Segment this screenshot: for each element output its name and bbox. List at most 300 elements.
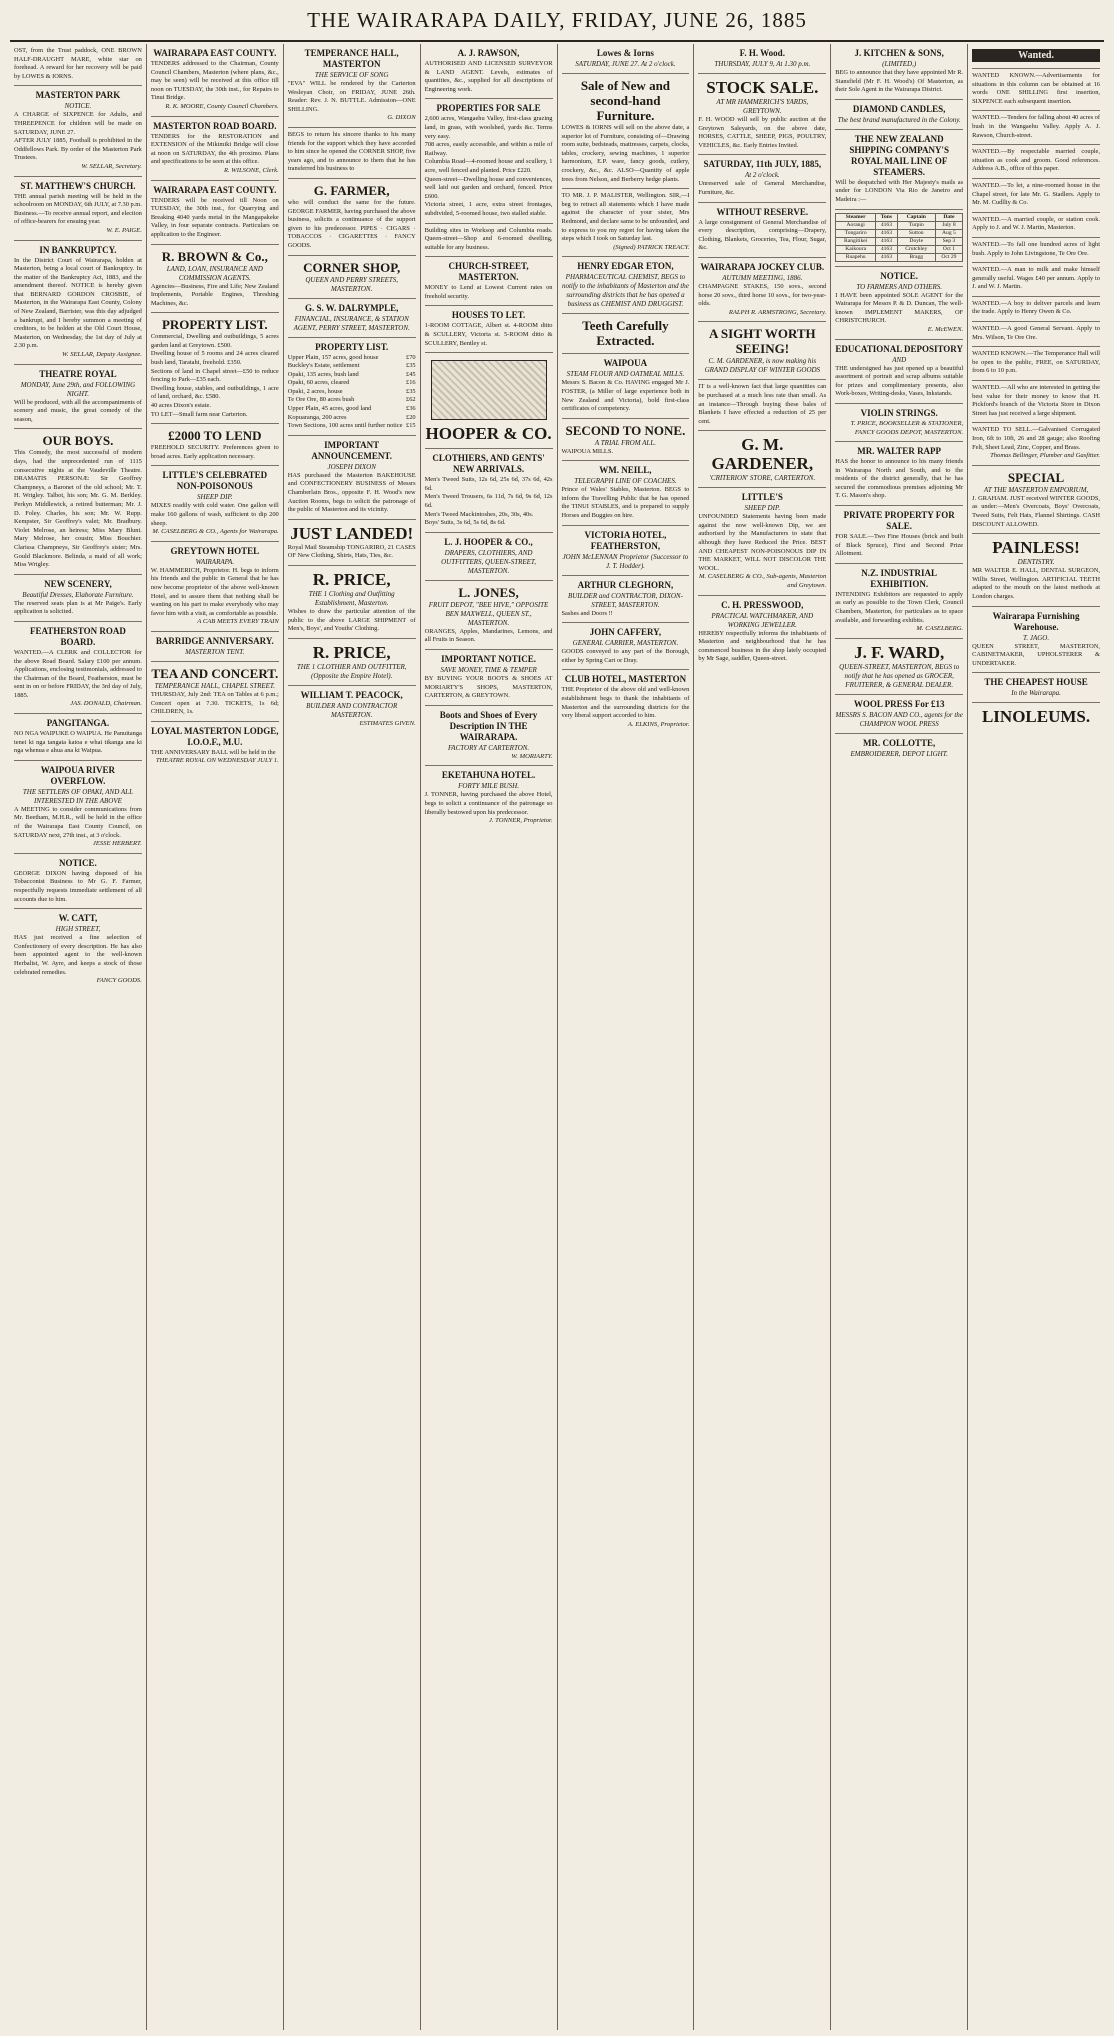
advertisement bbox=[425, 306, 553, 353]
ad-body-text: WANTED.—All who are interested in getting the best value for their money to know that H. Pickford's branch of the Victoria Store in Dixon Street has just received a large shipment. bbox=[972, 384, 1100, 417]
ad-subheading: TEMPERANCE HALL, CHAPEL STREET. bbox=[154, 681, 276, 690]
advertisement bbox=[698, 488, 826, 595]
ad-signature: A CAB MEETS EVERY TRAIN bbox=[197, 618, 279, 626]
advertisement bbox=[14, 241, 142, 365]
ad-body-text: INTENDING Exhibitors are requested to apply as early as possible to the Town Clerk, Council Chambers, Masterton, for particulars as to space available, and forwarding exhibits. bbox=[835, 590, 964, 624]
table-cell: 4163 bbox=[876, 229, 898, 237]
column-8 bbox=[968, 44, 1104, 2030]
ad-subheading: In the Wairarapa. bbox=[1011, 689, 1061, 698]
advertisement bbox=[562, 354, 690, 418]
ad-subheading: SHEEP DIP. bbox=[197, 493, 233, 502]
ad-heading: HOOPER & CO. bbox=[425, 424, 552, 444]
property-description: Opaki, 135 acres, bush land bbox=[287, 370, 359, 378]
ad-heading: ST. MATTHEW'S CHURCH. bbox=[20, 180, 136, 191]
ad-heading: EDUCATIONAL DEPOSITORY bbox=[835, 343, 963, 354]
ad-signature: M. CASELBERG. bbox=[916, 625, 964, 633]
ad-signature: M. CASELBERG & CO., Sub-agents, Masterton and Greytown. bbox=[698, 573, 827, 590]
ad-heading: J. KITCHEN & SONS, bbox=[854, 48, 944, 58]
property-description: Te Ore Ore, 80 acres bush bbox=[287, 396, 355, 404]
ad-subheading: C. M. GARDENER, is now making his GRAND DISPLAY OF WINTER GOODS bbox=[704, 357, 821, 375]
property-price: £36 bbox=[406, 405, 416, 413]
advertisement bbox=[14, 909, 142, 990]
ad-heading: Sale of New and second-hand Furniture. bbox=[580, 78, 671, 123]
ad-body-text: TENDERS will be received till Noon on TUESDAY, the 30th inst., for Quarrying and Breaking 4040 yards metal in the Mangapakeke Valley, in four separate contracts. Particulars on application to the Engineer. bbox=[150, 196, 279, 238]
ad-heading: Teeth Carefully Extracted. bbox=[582, 318, 669, 349]
ad-heading: WOOL PRESS For £13 bbox=[853, 698, 945, 709]
ad-heading: WAIRARAPA EAST COUNTY. bbox=[153, 48, 277, 58]
ad-heading: L. JONES, bbox=[458, 584, 519, 600]
table-cell: July 8 bbox=[935, 221, 962, 229]
advertisement bbox=[425, 766, 553, 829]
ad-body-text: IT is a well-known fact that large quantities can be purchased at a much less rate than small. As an instance—Through buying these bales of Blankets I have effected a reduction of 25 per cent. bbox=[698, 383, 827, 425]
advertisement bbox=[972, 297, 1100, 322]
ad-heading: G. M. GARDENER, bbox=[711, 435, 814, 474]
column-grid bbox=[10, 44, 1104, 2030]
ad-body-text: Dwelling house of 5 rooms and 24 acres cleared bush land, Taratahi, freehold. £350. bbox=[150, 350, 279, 367]
advertisement bbox=[972, 534, 1100, 606]
ad-body-text: HAS the honor to announce to his many friends in Wairarapa North and South, and to the residents of the district generally, that he has secured the commodious premises adjoining Mr T. G. Mason's shop. bbox=[835, 458, 964, 500]
advertisement bbox=[425, 706, 553, 767]
ad-subheading: DRAPERS, CLOTHIERS, AND OUTFITTERS, QUEEN-STREET, MASTERTON. bbox=[441, 548, 537, 575]
ad-body-text: HAS just received a fine selection of Confectionery of every description. He has also been appointed agent to the well-known Herbalist, W. Ayre, and keeps a stock of those celebrated remedies. bbox=[14, 934, 142, 976]
ad-heading: NEW SCENERY, bbox=[44, 578, 112, 589]
ad-subheading: The best brand manufactured in the Colony. bbox=[837, 115, 961, 124]
table-cell: Aorangi bbox=[836, 221, 876, 229]
ad-heading: WAIRARAPA JOCKEY CLUB. bbox=[700, 261, 825, 272]
property-list-row bbox=[288, 379, 416, 388]
ad-heading: LOYAL MASTERTON LODGE, I.O.O.F., M.U. bbox=[151, 725, 279, 747]
ad-body-text: Messrs S. Bacon & Co. HAVING engaged Mr J. FOSTER, (a Miller of large experience both in New Zealand and Victoria), bold first-class certificates of competency. bbox=[561, 379, 690, 413]
ad-heading: PROPERTY LIST. bbox=[315, 341, 389, 352]
ad-heading: FEATHERSTON ROAD BOARD. bbox=[29, 625, 126, 647]
property-description: Opaki, 2 acres, house bbox=[287, 387, 343, 395]
property-list-row bbox=[288, 362, 416, 371]
ad-heading: F. H. Wood. bbox=[739, 48, 785, 58]
ad-body-text: 2,600 acres, Wangaehu Valley, first-class grazing land, in grass, with woolshed, yards &c. Terms very easy. bbox=[424, 115, 553, 140]
ad-body-text: THE annual parish meeting will be held in the schoolroom on MONDAY, 6th JULY, at 7.30 p.m. Business.—To receive annual report, and election of office-bearers for ensuing year. bbox=[14, 192, 142, 226]
ad-body-text: GEORGE DIXON having disposed of his Tobacconist Business to Mr G. F. Farmer, respectfully requests immediate settlement of all accounts due to him. bbox=[14, 869, 142, 903]
ad-heading: CLUB HOTEL, MASTERTON bbox=[564, 674, 687, 685]
ad-heading: STOCK SALE. bbox=[706, 78, 819, 97]
advertisement bbox=[425, 650, 553, 706]
ad-heading: WM. NEILL, bbox=[599, 465, 652, 476]
ad-subheading: T. JAGO. bbox=[1023, 633, 1050, 642]
ad-body-text: Victoria street, 1 acre, extra street frontages, subdivided, 5-roomed house, two stalled stable. bbox=[424, 201, 553, 217]
steamer-schedule-table bbox=[835, 213, 963, 262]
ad-signature: E. McEWEN. bbox=[927, 325, 964, 333]
ad-body-text: HAS purchased the Masterton BAKEHOUSE and CONFECTIONERY BUSINESS of Messrs Chamberlain Bros., opposite F. H. Wood's new Auction Rooms, begs to solicit the patronage of the public of Masterton and its vicinity. bbox=[287, 471, 416, 514]
ad-heading: PRIVATE PROPERTY FOR SALE. bbox=[843, 510, 955, 532]
ad-heading: MASTERTON ROAD BOARD. bbox=[153, 120, 277, 131]
ad-heading: CLOTHIERS, AND GENTS' NEW ARRIVALS. bbox=[432, 453, 545, 475]
ad-heading: PAINLESS! bbox=[992, 538, 1080, 558]
ad-body-text: 40 acres Dixon's estate. bbox=[150, 402, 211, 410]
table-cell: 4163 bbox=[876, 245, 898, 253]
ad-heading: PROPERTY LIST. bbox=[161, 317, 268, 333]
advertisement bbox=[425, 44, 553, 99]
advertisement bbox=[425, 581, 553, 650]
ad-subheading: JOHN McLENNAN Proprietor (Successor to J. T. Hodder). bbox=[562, 552, 689, 570]
ad-body-text: LOWES & IORNS will sell on the above date, a superior lot of Furniture, consisting of—Drawing room suite, bedsteads, mattresses, carpets, clocks, tables, crockery, sewing machines, 1 superior harmonium, E.P. ware, fancy goods, cutlery, crockery, &c., &c. ALSO—Quantity of apple trees from Nelson, and Berberry hedge plants. bbox=[561, 124, 690, 183]
ad-body-text: The reserved seats plan is at Mr Paige's. Early application is solicited. bbox=[14, 599, 142, 616]
ad-heading: TEA AND CONCERT. bbox=[151, 665, 279, 681]
ad-body-text: NO NGA WAIPUKE O WAIPUA. He Panuitanga tenei ki nga tangata katoa e whai tikanga ana ki nga whenua e ahua ana ki Waipua. bbox=[14, 730, 142, 755]
ad-body-text: BEG to announce that they have appointed Mr R. Stansfield (Mr F. H. Wood's) Of Masterton, as their Sole Agent in the Wairarapa District. bbox=[835, 69, 964, 94]
ad-body-text: THURSDAY, July 2nd: TEA on Tables at 6 p.m.; Concert open at 7.30. TICKETS, 1s 6d; CHILDREN, 1s. bbox=[150, 690, 279, 716]
advertisement bbox=[835, 130, 963, 210]
ad-body-text: J. GRAHAM. JUST received WINTER GOODS, as under:—Men's Overcoats, Boys' Overcoats, Tweed Suits, Felt Hats, Flannel Shirtings. CASH DISCOUNT ALLOWED. bbox=[972, 494, 1100, 528]
advertisement bbox=[151, 542, 279, 632]
advertisement bbox=[698, 380, 826, 431]
property-description: Opaki, 60 acres, cleared bbox=[287, 379, 350, 387]
property-list-row bbox=[288, 396, 416, 405]
table-header: Steamer bbox=[836, 213, 876, 221]
table-cell: Crutchley bbox=[897, 245, 935, 253]
ad-subheading: TO FARMERS AND OTHERS. bbox=[856, 282, 942, 291]
section-heading: Wanted. bbox=[972, 49, 1100, 62]
table-cell: Ruapehu bbox=[836, 253, 876, 261]
ad-signature: W. E. PAIGE. bbox=[106, 226, 142, 234]
ad-body-text: BY BUYING YOUR BOOTS & SHOES AT MORIARTY'S SHOPS, MASTERTON, CARTERTON, & GREYTOWN. bbox=[424, 675, 553, 700]
advertisement bbox=[972, 347, 1100, 381]
ad-heading: IMPORTANT NOTICE. bbox=[441, 654, 536, 664]
advertisement bbox=[835, 695, 963, 734]
advertisement bbox=[288, 44, 416, 128]
ad-body-text: THE undersigned has just opened up a beautiful assortment of portrait and scrap albums suitable for prizes and complimentary presents, also Work-boxes, Writing-desks, Vases, Inkstands. bbox=[835, 364, 964, 398]
advertisement bbox=[835, 404, 963, 442]
ad-body-text: WAIPOUA MILLS. bbox=[561, 447, 613, 455]
ad-body-text: AFTER JULY 1885, Football is prohibited in the Oddfellows Park. By order of the Masterton Park Trustees. bbox=[14, 137, 142, 162]
advertisement bbox=[972, 179, 1100, 213]
ad-heading: PANGITANGA. bbox=[46, 718, 110, 729]
ad-subheading: QUEEN-STREET, MASTERTON, BEGS to notify that he has opened as GROCER, FRUITERER, & GENERAL DEALER. bbox=[839, 662, 960, 689]
ad-heading: N.Z. INDUSTRIAL EXHIBITION. bbox=[861, 567, 938, 589]
ad-heading: A SIGHT WORTH SEEING! bbox=[708, 326, 816, 357]
table-cell: Bragg bbox=[897, 253, 935, 261]
advertisement bbox=[288, 436, 416, 520]
advertisement bbox=[562, 419, 690, 462]
advertisement bbox=[972, 238, 1100, 263]
ad-subheading: FORTY MILE BUSH. bbox=[458, 782, 519, 791]
ad-body-text: Men's Tweed Mackintoshes, 20s, 30s, 40s. bbox=[424, 510, 534, 518]
ad-heading: THE CHEAPEST HOUSE bbox=[984, 677, 1088, 688]
ad-heading: WAIPOUA bbox=[603, 358, 648, 369]
advertisement bbox=[288, 299, 416, 338]
advertisement bbox=[14, 177, 142, 241]
ad-signature: THEATRE ROYAL ON WEDNESDAY JULY 1. bbox=[155, 757, 279, 765]
ad-body-text: MIXES readily with cold water. One gallon will make 160 gallons of wash, sufficient to dip 200 sheep. bbox=[150, 502, 279, 527]
ad-subheading: MONDAY, June 29th, and FOLLOWING NIGHT. bbox=[20, 380, 136, 398]
ad-body-text: WANTED.—A good General Servant. Apply to Mrs. Wilson, Te Ore Ore. bbox=[972, 325, 1100, 341]
ad-heading: C. H. PRESSWOOD, bbox=[721, 599, 804, 610]
table-cell: Doyle bbox=[897, 237, 935, 245]
advertisement bbox=[698, 258, 826, 322]
advertisement bbox=[698, 596, 826, 668]
property-price: £45 bbox=[406, 370, 416, 378]
ad-subheading: SAVE MONEY, TIME & TEMPER bbox=[440, 666, 537, 674]
ad-body-text: TENDERS addressed to the Chairman, County Council Chambers, Masterton (where plans, &c., may be seen) will be received at this office till noon on TUESDAY, the 30th inst., for Repairs to Tinui Bridge. bbox=[150, 60, 279, 102]
property-price: £62 bbox=[406, 396, 416, 404]
advertisement bbox=[835, 734, 963, 763]
ad-heading: WAIPOUA RIVER OVERFLOW. bbox=[40, 764, 116, 786]
ad-body-text: A CHARGE of SIXPENCE for Adults, and THREEPENCE for children will be made on SATURDAY, JUNE 27. bbox=[14, 111, 142, 136]
property-description: Kopuaranga, 200 acres bbox=[287, 413, 347, 421]
property-list-row bbox=[288, 388, 416, 397]
ad-subheading: Beautiful Dresses, Elaborate Furniture. bbox=[22, 590, 134, 599]
ad-heading: BARRIDGE ANNIVERSARY. bbox=[155, 635, 274, 646]
ad-subheading: AND bbox=[892, 355, 907, 364]
ad-heading: G. S. W. DALRYMPLE, bbox=[304, 302, 399, 313]
ad-subheading: A TRIAL FROM ALL. bbox=[594, 438, 656, 447]
ad-heading: A. J. RAWSON, bbox=[457, 48, 520, 58]
ad-subheading: LAND, LOAN, INSURANCE AND COMMISSION AGENTS. bbox=[166, 264, 263, 282]
advertisement bbox=[835, 442, 963, 506]
ad-body-text: THE Proprietor of the above old and well-known establishment begs to thank the inhabitants of Masterton and the surrounding districts for the very liberal support accorded to him. bbox=[561, 686, 690, 720]
property-price: £35 bbox=[406, 362, 416, 370]
advertisement bbox=[562, 74, 690, 189]
table-cell: 4163 bbox=[876, 253, 898, 261]
property-list-row bbox=[288, 354, 416, 363]
advertisement bbox=[288, 639, 416, 686]
ad-heading: Boots and Shoes of Every Description IN THE WAIRARAPA. bbox=[439, 709, 538, 742]
ad-body-text: Men's Tweed Trousers, 6s 11d, 7s 6d, 9s 6d, 12s 6d. bbox=[424, 493, 553, 510]
advertisement bbox=[562, 44, 690, 74]
property-list-row bbox=[288, 371, 416, 380]
advertisement bbox=[14, 761, 142, 854]
advertisement bbox=[14, 86, 142, 176]
table-header: Tons bbox=[876, 213, 898, 221]
ad-body-text: WANTED.—A man to milk and make himself generally useful. Wages £40 per annum. Apply to J. and W. J. Martin. bbox=[972, 266, 1100, 291]
ad-body-text: TO LET—Small farm near Carterton. bbox=[150, 410, 248, 418]
ad-subheading: MASTERTON TENT. bbox=[185, 647, 245, 656]
ad-signature: (Signed) PATRICK TREACY. bbox=[613, 243, 690, 251]
advertisement bbox=[562, 576, 690, 624]
ad-subheading: SATURDAY, JUNE 27. At 2 o'clock. bbox=[575, 60, 676, 68]
ad-body-text: FREEHOLD SECURITY. Preferences given to broad acres. Early application necessary. bbox=[150, 444, 279, 460]
ad-signature: J. TONNER, Proprietor. bbox=[488, 817, 553, 825]
ad-subheading: THE SERVICE OF SONG bbox=[314, 71, 389, 79]
property-list-row bbox=[288, 422, 416, 431]
advertisement bbox=[562, 189, 690, 257]
advertisement bbox=[151, 313, 279, 424]
ad-heading: JUST LANDED! bbox=[290, 523, 414, 543]
ad-signature: ESTIMATES GIVEN. bbox=[359, 719, 416, 727]
ad-subheading: HIGH STREET, bbox=[55, 925, 101, 934]
table-cell: Oct 29 bbox=[935, 253, 962, 261]
ad-heading: W. CATT, bbox=[58, 913, 98, 924]
advertisement bbox=[151, 181, 279, 245]
ad-heading: HOUSES TO LET. bbox=[451, 310, 526, 321]
ad-body-text: WANTED.—To fall one hundred acres of light bush. Apply to John Livingstone, Te Ore Ore. bbox=[972, 240, 1100, 257]
ad-heading: LITTLE'S CELEBRATED NON-POISONOUS bbox=[162, 470, 268, 492]
ad-body-text: In the District Court of Wairarapa, holden at Masterton, being a local court of Bankruptcy. In the matter of the Bankruptcy Act, 1883, and the amendment thereof. NOTICE is hereby given that BERNARD GORDON CROSBIE, of Masterton, in the Wairarapa East County, Colony of New Zealand, Barrister, was this day adjudged a bankrupt, and I hereby summon a meeting of creditors, to be holden at the Old Court House, Masterton, on Wednesday, the 1st day of July at 2.30 p.m. bbox=[14, 256, 142, 350]
ad-subheading: FINANCIAL, INSURANCE, & STATION AGENT, PERRY STREET, MASTERTON. bbox=[293, 314, 410, 332]
ad-heading: ARTHUR CLEGHORN, bbox=[577, 579, 674, 590]
ad-heading: MR. WALTER RAPP bbox=[857, 446, 942, 457]
ad-body-text: WANTED KNOWN.—The Temperance Hall will be open to the public, FREE, on SATURDAY, from 6 to 10 p.m. bbox=[972, 350, 1100, 375]
ad-subheading: MESSRS S. BACON AND CO., agents for the CHAMPION WOOL PRESS bbox=[835, 710, 963, 728]
advertisement bbox=[972, 673, 1100, 703]
ad-body-text: Columbia Road—4-roomed house and scullery, 1 acre, well fenced and planted. Price £220. bbox=[424, 158, 553, 174]
ad-heading: MASTERTON PARK bbox=[35, 90, 121, 101]
ad-heading: R. PRICE, bbox=[312, 642, 391, 662]
ad-body-text: "EVA" WILL be rendered by the Carterton Wesleyan Choir, on FRIDAY, JUNE 26th. Reader: Rev. J. N. BUTTLE. Admission—ONE SHILLING. bbox=[287, 80, 416, 113]
table-header: Captain bbox=[897, 213, 935, 221]
ad-body-text: Prince of Wales' Stables, Masterton. BEGS to inform the Travelling Public that he has opened the TINUI STABLES, and is prepared to supply Horses and Buggies on hire. bbox=[561, 486, 690, 520]
engraved-illustration bbox=[431, 360, 547, 420]
ad-heading: LINOLEUMS. bbox=[981, 707, 1091, 727]
ad-body-text: Dwelling house, stables, and outbuildings, 1 acre of land, orchard, &c. £580. bbox=[150, 384, 279, 401]
ad-heading: G. FARMER, bbox=[313, 182, 390, 198]
property-price: £20 bbox=[406, 413, 416, 421]
property-list-row bbox=[288, 414, 416, 423]
ad-heading: J. F. WARD, bbox=[854, 642, 945, 662]
advertisement bbox=[562, 461, 690, 525]
ad-heading: WILLIAM T. PEACOCK, bbox=[300, 689, 403, 700]
advertisement bbox=[972, 703, 1100, 731]
advertisement bbox=[425, 533, 553, 581]
ad-body-text: QUEEN STREET, MASTERTON, CABINETMAKER, UPHOLSTERER & UNDERTAKER. bbox=[972, 642, 1100, 667]
ad-body-text: 1-ROOM COTTAGE, Albert st. 4-ROOM ditto & SCULLERY, Victoria st. 5-ROOM ditto & SCULLERY, Bentley st. bbox=[424, 322, 553, 347]
ad-body-text: MONEY to Lend at Lowest Current rates on freehold security. bbox=[424, 284, 553, 300]
ad-body-text: TO MR. J. P. MALISTER, Wellington. SIR,—I beg to retract all statements which I have made against the character of your sister, Mrs Redmond, and declare same to be unfounded, and to express to you my regret for having taken the steps which I took on Saturday last. bbox=[561, 192, 690, 243]
ad-heading: GREYTOWN HOTEL bbox=[170, 545, 260, 556]
advertisement bbox=[972, 69, 1100, 111]
table-cell: Sep 3 bbox=[935, 237, 962, 245]
advertisement bbox=[562, 623, 690, 670]
column-1 bbox=[10, 44, 147, 2030]
ad-heading: NOTICE. bbox=[59, 857, 97, 868]
advertisement bbox=[972, 44, 1100, 69]
ad-heading: EKETAHUNA HOTEL. bbox=[441, 770, 536, 781]
ad-subheading: At 2 o'clock. bbox=[744, 171, 780, 180]
advertisement bbox=[14, 429, 142, 574]
property-price: £16 bbox=[406, 379, 416, 387]
table-cell: Tongariro bbox=[836, 229, 876, 237]
ad-body-text: WANTED.—A boy to deliver parcels and learn the trade. Apply to Henry Owen & Co. bbox=[972, 299, 1100, 316]
ad-body-text: I HAVE been appointed SOLE AGENT for the Wairarapa for Messrs P. & D. Duncan, The well-known IMPLEMENT MAKERS, OF CHRISTCHURCH. bbox=[835, 291, 964, 325]
ad-heading: MR. COLLOTTE, bbox=[863, 737, 936, 748]
ad-subheading: BUILDER AND CONTRACTOR MASTERTON. bbox=[306, 701, 398, 719]
ad-body-text: Sections of land in Chapel street—£50 to reduce fencing to Park—£35 each. bbox=[150, 367, 279, 384]
ad-heading: LITTLE'S bbox=[741, 492, 783, 503]
ad-subheading: AUTUMN MEETING, 1886. bbox=[722, 273, 803, 282]
ad-body-text: Sashes and Doors !! bbox=[561, 609, 613, 617]
ad-heading: Wairarapa Furnishing Warehouse. bbox=[992, 610, 1080, 632]
column-6 bbox=[694, 44, 831, 2030]
ad-signature: JESSE HERBERT. bbox=[92, 840, 142, 848]
table-row bbox=[836, 245, 963, 253]
ad-body-text: A MEETING to consider communications from Mr. Beetham, M.H.R., will be held in the office of the Wairarapa East County Council, on SATURDAY next, 27th inst., at 3 o'clock. bbox=[14, 805, 142, 839]
ad-heading: IMPORTANT ANNOUNCEMENT. bbox=[311, 439, 392, 461]
advertisement bbox=[562, 526, 690, 576]
advertisement bbox=[14, 575, 142, 622]
ad-heading: PROPERTIES FOR SALE bbox=[436, 103, 541, 114]
ad-heading: THE NEW ZEALAND SHIPPING COMPANY'S ROYAL MAIL LINE OF STEAMERS. bbox=[849, 133, 949, 177]
advertisement bbox=[288, 256, 416, 299]
ad-body-text: 708 acres, easily accessible, and within a mile of Railway. bbox=[424, 141, 553, 157]
column-7 bbox=[831, 44, 968, 2030]
advertisement bbox=[698, 322, 826, 380]
table-cell: Rangitikei bbox=[836, 237, 876, 245]
ad-subheading: BUILDER and CONTRACTOR, DIXON-STREET, MASTERTON. bbox=[567, 591, 683, 609]
ad-signature: R. K. MOORE, County Council Chambers. bbox=[165, 102, 279, 110]
ad-heading: R. BROWN & Co., bbox=[161, 248, 268, 264]
ad-subheading: SHEEP DIP. bbox=[744, 504, 781, 513]
ad-heading: JOHN CAFFERY, bbox=[589, 627, 662, 638]
ad-body-text: Men's Tweed Suits, 12s 6d, 25s 6d, 37s 6d, 42s 6d. bbox=[424, 476, 553, 492]
table-cell: Turpin bbox=[897, 221, 935, 229]
ad-body-text: THE ANNIVERSARY BALL will be held in the bbox=[150, 748, 276, 756]
ad-body-text: J. TONNER, having purchased the above Hotel, begs to solicit a continuance of the patronage so liberally bestowed upon his predecessor. bbox=[424, 791, 553, 816]
property-price: £70 bbox=[406, 353, 416, 361]
ad-signature: M. CASELBERG & CO., Agents for Wairarapa. bbox=[152, 528, 279, 536]
table-cell: 4163 bbox=[876, 237, 898, 245]
ad-subheading: EMBROIDERER, DEPOT LIGHT. bbox=[850, 749, 948, 758]
advertisement bbox=[972, 263, 1100, 297]
ad-subheading: DENTISTRY. bbox=[1017, 558, 1055, 567]
advertisement bbox=[14, 622, 142, 714]
ad-body-text: Commercial, Dwelling and outbuildings, 5 acres garden land at Greytown. £500. bbox=[150, 333, 279, 349]
ad-body-text: Building sites in Worksop and Columbia roads. Queen-street—Shop and 6-roomed dwelling, suitable for any business. bbox=[424, 226, 553, 251]
ad-subheading: JOSEPH DIXON bbox=[327, 462, 376, 471]
property-description: Buckley's Estate, settlement bbox=[287, 362, 360, 370]
ad-subheading: THURSDAY, JULY 9, At 1.30 p.m. bbox=[714, 60, 811, 68]
property-price: £15 bbox=[406, 422, 416, 430]
advertisement bbox=[151, 662, 279, 722]
ad-body-text: A large consignment of General Merchandise of every description, comprising—Drapery, Clothing, Blankets, Groceries, Tea, Flour, Sugar, &c. bbox=[698, 218, 827, 252]
advertisement bbox=[151, 245, 279, 314]
advertisement bbox=[562, 314, 690, 354]
ad-body-text: who will conduct the same for the future. GEORGE FARMER, having purchased the above business, solicits a continuance of the support given to his predecessor. PIPES · CIGARS · TOBACCOS · CIGARETTES · FANCY GOODS. bbox=[287, 198, 416, 249]
ad-body-text: Royal Mail Steamship TONGARIRO, 21 CASES OF New Clothing, Shirts, Hats, Ties, &c. bbox=[287, 543, 416, 560]
ad-heading: CHURCH-STREET, MASTERTON. bbox=[448, 261, 529, 283]
table-cell: Kaikoura bbox=[836, 245, 876, 253]
advertisement bbox=[698, 203, 826, 258]
ad-body-text: W. HAMMERICH, Proprietor. H. begs to inform his friends and the public in General that he has now become proprietor of the above well-known Hotel, and to assure them that nothing shall be wanting on his part to make everybody who may favor him with a visit, as comfortable as possible. bbox=[150, 566, 279, 617]
column-5 bbox=[558, 44, 695, 2030]
advertisement bbox=[972, 213, 1100, 238]
ad-body-text: TENDERS for the RESTORATION and EXTENSION of the Mikimiki Bridge will close at noon on SATURDAY, the 4th proximo. Plans and specifications to be seen at this office. bbox=[150, 132, 279, 166]
ad-body-text: HEREBY respectfully informs the inhabitants of Masterton and neighbourhood that he has commenced business in the shop lately occupied by Mr Sage, saddler, Queen-street. bbox=[698, 629, 827, 663]
column-4 bbox=[421, 44, 558, 2030]
ad-signature: R. WILSONE, Clerk. bbox=[223, 166, 279, 174]
ad-subheading: THE 1 CLOTHIER AND OUTFITTER, (Opposite the Empire Hotel). bbox=[296, 662, 407, 680]
ad-signature: RALPH R. ARMSTRONG, Secretary. bbox=[728, 308, 827, 316]
advertisement bbox=[835, 100, 963, 130]
table-row bbox=[836, 221, 963, 229]
ad-body-text: WANTED.—To let, a nine-roomed house in the Chapel street, for late Mr. G. Stadlers. Apply to Mr. M. Cudlliy & Co. bbox=[972, 181, 1100, 207]
ad-body-text: GOODS conveyed to any part of the Borough, either by Spring Cart or Dray. bbox=[561, 648, 690, 664]
advertisement bbox=[562, 257, 690, 314]
ad-body-text: Will be produced, with all the accompaniments of scenery and music, the great comedy of the season, bbox=[14, 398, 142, 423]
property-description: Upper Plain, 45 acres, good land bbox=[287, 405, 372, 413]
advertisement bbox=[835, 639, 963, 695]
ad-heading: THEATRE ROYAL bbox=[39, 368, 117, 379]
advertisement bbox=[151, 722, 279, 770]
ad-subheading: (LIMITED,) bbox=[882, 60, 917, 68]
ad-body-text: Wishes to draw the particular attention of the public to the above LARGE SHIPMENT of Men's, Boys', and Youths' Clothing. bbox=[287, 608, 416, 633]
table-header-row bbox=[836, 213, 963, 221]
ad-body-text: Boys' Suits, 3s 6d, 5s 6d, 8s 6d. bbox=[424, 519, 506, 527]
ad-heading: SPECIAL bbox=[1007, 469, 1065, 485]
advertisement bbox=[835, 564, 963, 639]
ad-signature: A. ELKINS, Proprietor. bbox=[627, 720, 690, 728]
ad-body-text: This Comedy, the most successful of modern days, had the unprecedented run of 1115 consecutive nights at the Vaudeville Theatre. DRAMATIS PERSONÆ: Sir Geoffrey Champneys, a Baronet of the old school; Mr. T. H. Wrigley. Talbot, his son; Mr. G. M. Berkley. Perkyn Middlewick, a retired butterman; Mr. J. D. Foley. Charles, his son; Mr. W. Rupp. Kempster, Sir Geoffrey's valet; Mr. Bradbury. Violet Melrose, an heiress; Miss Mary Blunt. Mary Melrose, her cousin; Miss Bouchier. Clarissa Champneys, Sir Geoffrey's sister; Mrs. Gould Blackmore. Belinda, a maid of all work; Miss Wrigley. bbox=[14, 449, 142, 569]
ad-subheading: AT MR HAMMERICH'S YARDS, GREYTOWN. bbox=[716, 98, 809, 115]
advertisement bbox=[151, 466, 279, 541]
ad-body-text: UNFOUNDED Statements having been made against the now well-known Dip, we are authorised by the Manufacturers to state that although they have Reduced the Price. BEST AND CHEAPEST NON-POISONOUS DIP IN THE MARKET, WILL NOT DISCOLOR THE WOOL. bbox=[698, 513, 827, 572]
